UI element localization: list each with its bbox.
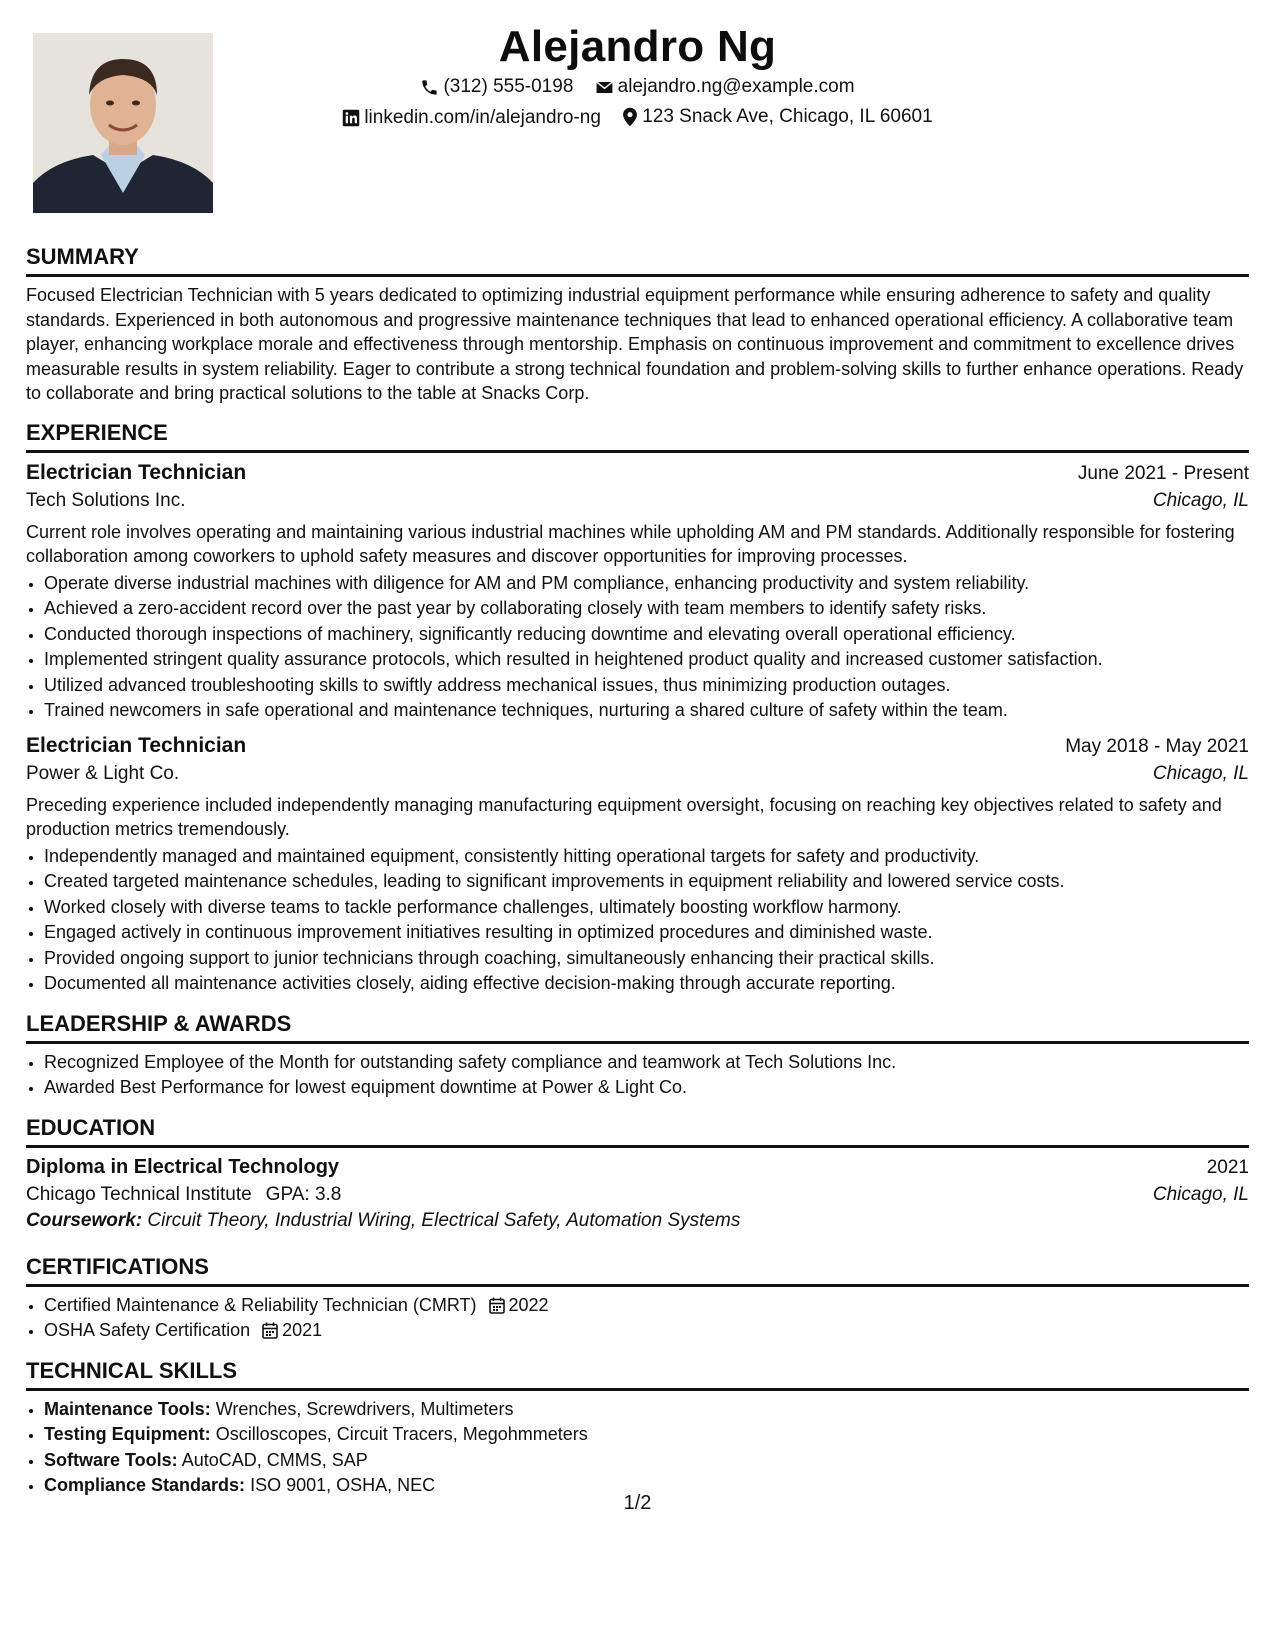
skill-value: ISO 9001, OSHA, NEC [250, 1475, 436, 1495]
list-item: • Implemented stringent quality assurance protocols, which resulted in heightened product quality and increased customer satisfaction. [44, 647, 1249, 673]
job-location: Chicago, IL [1152, 489, 1249, 511]
list-item [44, 1397, 1249, 1423]
address-text: 123 Snack Ave, Chicago, IL 60601 [642, 106, 933, 127]
list-item: • Documented all maintenance activities closely, aiding effective decision-making through accurate reporting. [44, 971, 1249, 997]
job-location: Chicago, IL [1152, 762, 1249, 784]
phone-icon [420, 78, 439, 97]
skills-heading: TECHNICAL SKILLS [26, 1358, 1249, 1391]
certifications-heading: CERTIFICATIONS [26, 1254, 1249, 1287]
job-entry [26, 461, 1249, 724]
cert-name: • OSHA Safety Certification [44, 1320, 251, 1340]
list-item: • Awarded Best Performance for lowest equipment downtime at Power & Light Co. [44, 1075, 1249, 1101]
coursework-list: Circuit Theory, Industrial Wiring, Electrical Safety, Automation Systems [147, 1209, 741, 1231]
experience-section [26, 420, 1249, 997]
leadership-heading: LEADERSHIP & AWARDS [26, 1011, 1249, 1044]
skills-list [26, 1397, 1249, 1499]
list-item: • Independently managed and maintained equipment, consistently hitting operational targets for safety and productivity. [44, 844, 1249, 870]
certifications-section [26, 1254, 1249, 1344]
education-heading: EDUCATION [26, 1115, 1249, 1148]
job-title: Electrician Technician [26, 733, 247, 757]
linkedin-icon [342, 109, 360, 127]
cert-year: 2021 [282, 1320, 323, 1340]
experience-heading: EXPERIENCE [26, 420, 1249, 453]
skill-label: Software Tools: [44, 1449, 178, 1470]
list-item: • Achieved a zero-accident record over the past year by collaborating closely with team members to identify safety risks. [44, 596, 1249, 622]
email-item [595, 76, 855, 98]
job-bullets [26, 571, 1249, 724]
cert-name: • Certified Maintenance & Reliability Technician (CMRT) [44, 1294, 477, 1315]
page-number: 1/2 [623, 1492, 652, 1514]
edu-location: Chicago, IL [1152, 1183, 1249, 1205]
job-bullets [26, 844, 1249, 997]
skill-value: Wrenches, Screwdrivers, Multimeters [215, 1398, 514, 1419]
phone-text[interactable]: (312) 555-0198 [443, 76, 574, 97]
skill-value: AutoCAD, CMMS, SAP [181, 1449, 368, 1470]
envelope-icon [595, 78, 614, 97]
edu-degree: Diploma in Electrical Technology [26, 1155, 340, 1178]
job-entry [26, 734, 1249, 997]
list-item [44, 1448, 1249, 1474]
list-item [44, 1422, 1249, 1448]
list-item [44, 1293, 1249, 1319]
list-item: • Operate diverse industrial machines with diligence for AM and PM compliance, enhancing productivity and system reliability. [44, 571, 1249, 597]
list-item: • Created targeted maintenance schedules, leading to significant improvements in equipment reliability and lowered service costs. [44, 869, 1249, 895]
calendar-icon [489, 1297, 505, 1314]
job-company: Tech Solutions Inc. [26, 489, 186, 511]
email-link[interactable]: alejandro.ng@example.com [617, 76, 855, 97]
cert-year: 2022 [508, 1294, 549, 1315]
skill-label: Maintenance Tools: [44, 1398, 211, 1419]
skill-label: Compliance Standards: [44, 1475, 246, 1495]
list-item: • Conducted thorough inspections of machinery, significantly reducing downtime and elevating overall operational efficiency. [44, 622, 1249, 648]
summary-text: Focused Electrician Technician with 5 years dedicated to optimizing industrial equipment performance while ensuring adherence to safety and quality standards. Experienced in both autonomous and progressive maintenance techniques that lead to enhanced operational efficiency. A collaborative team player, enhancing workplace morale and effectiveness through mentorship. Emphasis on continuous improvement and commitment to excellence drives measurable results in system reliability. Eager to contribute a strong technical foundation and problem-solving skills to further enhance operations. Ready to collaborate and bring practical solutions to the table at Snacks Corp. [26, 285, 1244, 403]
resume-content [26, 244, 1249, 1513]
summary-section [26, 244, 1249, 406]
job-date: June 2021 - Present [1077, 462, 1249, 484]
list-item: • Worked closely with diverse teams to tackle performance challenges, ultimately boosting workflow harmony. [44, 895, 1249, 921]
job-description: Current role involves operating and maintaining various industrial machines while upholding AM and PM standards. Additionally responsible for fostering collaboration among coworkers to uphold safety measures and discover opportunities for improving processes. [26, 521, 1235, 566]
leadership-section [26, 1011, 1249, 1101]
coursework-label: Coursework: [26, 1209, 143, 1231]
summary-heading: SUMMARY [26, 244, 1249, 277]
phone-item [420, 76, 573, 98]
education-section [26, 1115, 1249, 1232]
job-description: Preceding experience included independently managing manufacturing equipment oversight, focusing on reaching key objectives related to safety and production metrics tremendously. [26, 794, 1222, 839]
leadership-bullets [26, 1050, 1249, 1101]
contact-line-1 [0, 76, 1275, 103]
cert-list [26, 1293, 1249, 1344]
edu-gpa: GPA: 3.8 [265, 1183, 342, 1205]
list-item: • Recognized Employee of the Month for outstanding safety compliance and teamwork at Tech Solutions Inc. [44, 1050, 1249, 1076]
skills-section [26, 1358, 1249, 1499]
calendar-icon [262, 1322, 278, 1339]
skill-value: Oscilloscopes, Circuit Tracers, Megohmmeters [215, 1424, 588, 1444]
edu-institution: Chicago Technical Institute [26, 1183, 252, 1205]
edu-year: 2021 [1206, 1156, 1249, 1178]
contact-line-2 [0, 106, 1275, 133]
list-item: • Trained newcomers in safe operational and maintenance techniques, nurturing a shared culture of safety within the team. [44, 698, 1249, 724]
address-item [622, 106, 933, 128]
skill-label: Testing Equipment: [44, 1424, 211, 1444]
map-pin-icon [622, 107, 638, 127]
job-title: Electrician Technician [26, 460, 247, 484]
list-item [44, 1318, 1249, 1344]
list-item: • Utilized advanced troubleshooting skills to swiftly address mechanical issues, thus minimizing production outages. [44, 673, 1249, 699]
linkedin-link[interactable]: linkedin.com/in/alejandro-ng [364, 107, 601, 128]
coursework [26, 1210, 1249, 1232]
linkedin-item [342, 107, 601, 129]
job-date: May 2018 - May 2021 [1065, 735, 1249, 757]
list-item: • Provided ongoing support to junior technicians through coaching, simultaneously enhancing their practical skills. [44, 946, 1249, 972]
job-company: Power & Light Co. [26, 762, 180, 784]
candidate-name: Alejandro Ng [498, 22, 777, 71]
list-item: • Engaged actively in continuous improvement initiatives resulting in optimized procedures and diminished waste. [44, 920, 1249, 946]
